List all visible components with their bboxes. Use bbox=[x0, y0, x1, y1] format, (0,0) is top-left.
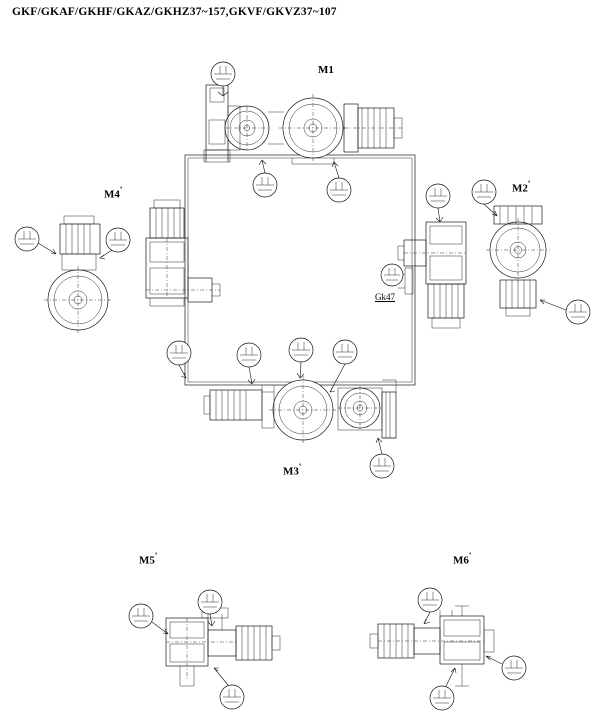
label-m4: M4˚ bbox=[104, 186, 123, 201]
callout-bubble bbox=[214, 668, 244, 709]
callout-bubble bbox=[381, 264, 403, 286]
assembly-m4 bbox=[44, 200, 220, 334]
callout-bubble bbox=[253, 160, 277, 197]
assembly-m3 bbox=[204, 376, 396, 444]
callout-bubble bbox=[540, 300, 590, 324]
callout-bubble bbox=[327, 162, 351, 202]
callout-bubble bbox=[167, 341, 191, 378]
label-m6: M6˚ bbox=[453, 552, 472, 567]
assembly-m1 bbox=[204, 85, 402, 164]
callout-bubble bbox=[330, 340, 357, 392]
callout-bubble bbox=[430, 668, 456, 710]
page-title: GKF/GKAF/GKHF/GKAZ/GKHZ37~157,GKVF/GKVZ37~107 bbox=[12, 6, 337, 18]
label-m2: M2˚ bbox=[512, 180, 531, 195]
callout-bubble bbox=[100, 228, 130, 259]
label-m1: M1 bbox=[318, 64, 334, 76]
callout-bubble bbox=[129, 604, 168, 634]
callout-bubble bbox=[289, 338, 313, 378]
callout-bubble bbox=[198, 590, 222, 626]
assembly-m2 bbox=[398, 206, 550, 328]
assembly-m6 bbox=[370, 606, 494, 686]
callout-bubble bbox=[370, 438, 394, 478]
callout-bubble bbox=[486, 656, 526, 680]
callout-bubble bbox=[211, 62, 235, 96]
label-m5: M5˚ bbox=[139, 552, 158, 567]
callout-bubble bbox=[472, 180, 497, 216]
label-m3: M3˚ bbox=[283, 463, 302, 478]
callout-bubble bbox=[418, 588, 442, 624]
callout-bubble bbox=[237, 343, 261, 384]
callout-bubble bbox=[426, 184, 450, 222]
label-gk47: Gk47 bbox=[375, 292, 395, 302]
assembly-m5 bbox=[166, 608, 280, 686]
callout-bubble bbox=[15, 227, 56, 254]
